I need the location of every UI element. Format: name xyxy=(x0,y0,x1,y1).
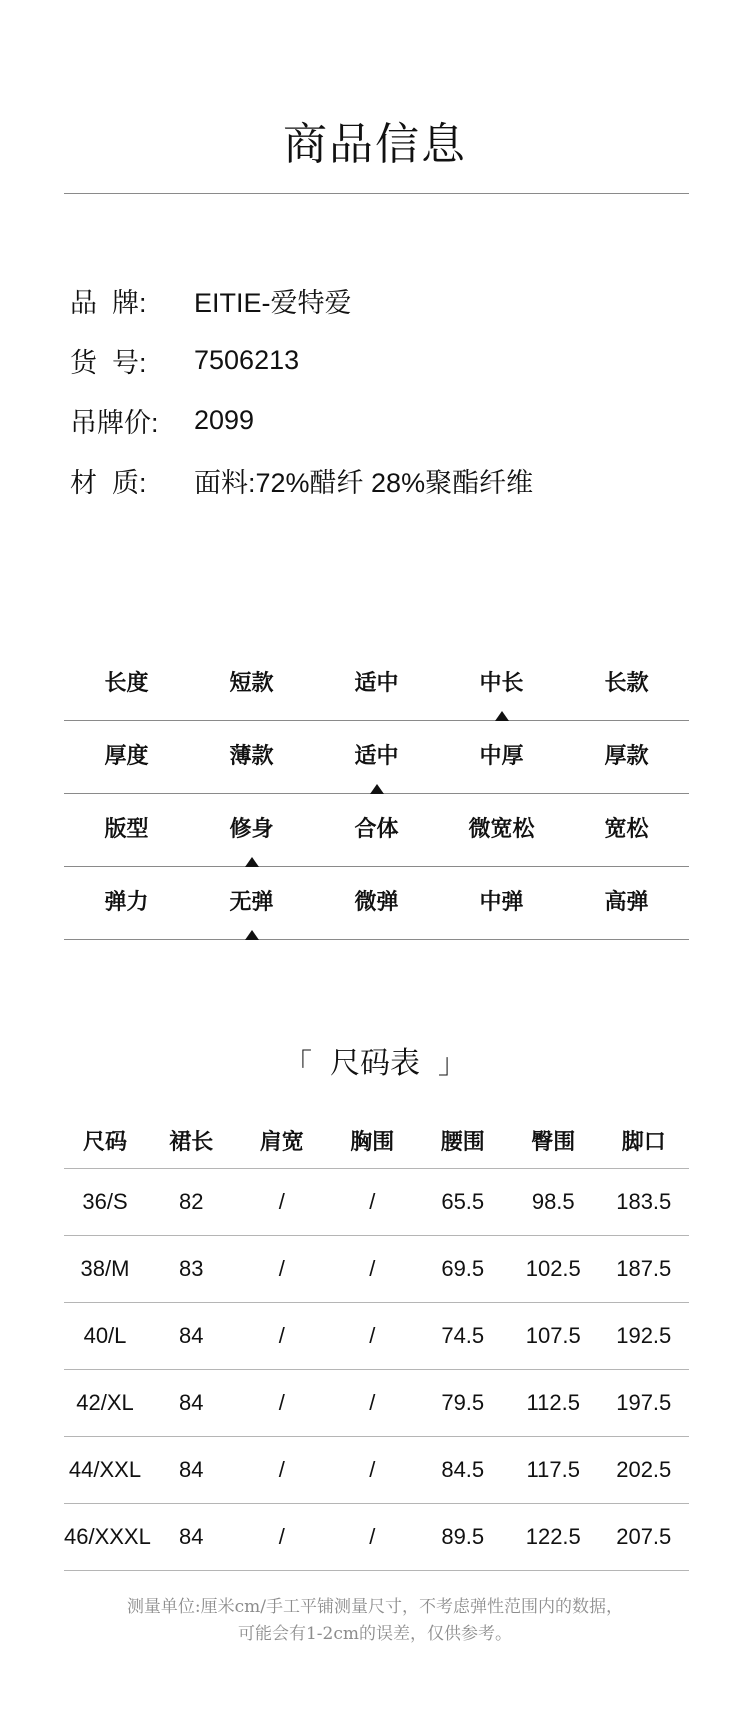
attribute-name: 弹力 xyxy=(104,888,149,914)
column-header: 裙长 xyxy=(146,1114,237,1168)
table-cell: 38/M xyxy=(64,1235,146,1302)
attribute-option: 适中 xyxy=(314,721,439,793)
table-cell: / xyxy=(237,1302,328,1369)
attribute-option: 短款 xyxy=(229,669,274,695)
table-cell: 202.5 xyxy=(599,1436,690,1503)
selected-marker-icon xyxy=(370,784,384,794)
table-cell: / xyxy=(327,1503,418,1570)
table-cell: 79.5 xyxy=(418,1369,509,1436)
table-cell: 74.5 xyxy=(418,1302,509,1369)
table-cell: 192.5 xyxy=(599,1302,690,1369)
attribute-option: 宽松 xyxy=(604,815,649,841)
table-cell: 65.5 xyxy=(418,1168,509,1235)
note-line: 可能会有1-2cm的误差，仅供参考。 xyxy=(237,1624,513,1644)
attribute-scales xyxy=(64,648,689,940)
table-cell: / xyxy=(237,1503,328,1570)
info-label: 材 质: xyxy=(70,467,147,498)
info-value: 7506213 xyxy=(194,344,300,375)
title-divider xyxy=(64,193,689,194)
attribute-option: 中弹 xyxy=(479,888,524,914)
attribute-row-thickness xyxy=(64,721,689,794)
selected-marker-icon xyxy=(495,711,509,721)
size-table-header xyxy=(64,1114,689,1168)
attribute-option: 厚款 xyxy=(604,742,649,768)
table-row xyxy=(64,1235,689,1302)
table-cell: 117.5 xyxy=(508,1436,599,1503)
table-cell: / xyxy=(327,1235,418,1302)
table-cell: 82 xyxy=(146,1168,237,1235)
table-cell: 107.5 xyxy=(508,1302,599,1369)
attribute-option: 长款 xyxy=(604,669,649,695)
table-cell: / xyxy=(237,1168,328,1235)
table-row xyxy=(64,1503,689,1570)
attribute-option: 高弹 xyxy=(604,888,649,914)
table-cell: 84 xyxy=(146,1503,237,1570)
table-cell: 122.5 xyxy=(508,1503,599,1570)
table-cell: / xyxy=(237,1369,328,1436)
table-cell: 89.5 xyxy=(418,1503,509,1570)
attribute-option: 无弹 xyxy=(189,867,314,939)
table-cell: 98.5 xyxy=(508,1168,599,1235)
column-header: 胸围 xyxy=(327,1114,418,1168)
info-row-material xyxy=(70,450,690,510)
table-cell: 84 xyxy=(146,1369,237,1436)
table-cell: / xyxy=(237,1436,328,1503)
info-label: 品 牌: xyxy=(70,287,147,318)
table-cell: / xyxy=(327,1302,418,1369)
table-cell: / xyxy=(237,1235,328,1302)
table-cell: 84 xyxy=(146,1436,237,1503)
table-cell: 42/XL xyxy=(64,1369,146,1436)
attribute-row-elasticity xyxy=(64,867,689,940)
attribute-name: 厚度 xyxy=(104,742,149,768)
table-cell: / xyxy=(327,1369,418,1436)
measurement-note xyxy=(0,1594,750,1648)
open-bracket: 「 xyxy=(283,1048,312,1079)
selected-marker-icon xyxy=(245,857,259,867)
size-chart-title xyxy=(0,1038,750,1082)
info-row-item-number xyxy=(70,330,690,390)
attribute-name: 长度 xyxy=(104,669,149,695)
attribute-option: 中长 xyxy=(439,648,564,720)
table-cell: 36/S xyxy=(64,1168,146,1235)
column-header: 臀围 xyxy=(508,1114,599,1168)
close-bracket: 」 xyxy=(438,1048,467,1079)
attribute-row-length xyxy=(64,648,689,721)
table-cell: 183.5 xyxy=(599,1168,690,1235)
column-header: 腰围 xyxy=(418,1114,509,1168)
selected-marker-icon xyxy=(245,930,259,940)
attribute-option: 中厚 xyxy=(479,742,524,768)
info-label: 吊牌价: xyxy=(70,407,159,438)
attribute-option: 薄款 xyxy=(229,742,274,768)
attribute-option: 修身 xyxy=(189,794,314,866)
table-cell: 112.5 xyxy=(508,1369,599,1436)
table-cell: 207.5 xyxy=(599,1503,690,1570)
attribute-option: 微弹 xyxy=(354,888,399,914)
table-row xyxy=(64,1369,689,1436)
attribute-option: 微宽松 xyxy=(468,815,535,841)
column-header: 尺码 xyxy=(64,1114,146,1168)
table-cell: 83 xyxy=(146,1235,237,1302)
attribute-option: 合体 xyxy=(354,815,399,841)
table-cell: 197.5 xyxy=(599,1369,690,1436)
table-cell: 46/XXXL xyxy=(64,1503,146,1570)
table-cell: / xyxy=(327,1168,418,1235)
page-title: 商品信息 xyxy=(283,120,467,169)
table-cell: 84.5 xyxy=(418,1436,509,1503)
table-cell: 40/L xyxy=(64,1302,146,1369)
product-info xyxy=(70,270,690,510)
table-cell: 84 xyxy=(146,1302,237,1369)
info-row-brand xyxy=(70,270,690,330)
size-table xyxy=(64,1114,689,1571)
attribute-option: 适中 xyxy=(354,669,399,695)
table-row xyxy=(64,1302,689,1369)
table-cell: 44/XXL xyxy=(64,1436,146,1503)
attribute-row-fit xyxy=(64,794,689,867)
info-label: 货 号: xyxy=(70,347,147,378)
size-chart-heading: 尺码表 xyxy=(330,1047,420,1080)
table-cell: / xyxy=(327,1436,418,1503)
info-value: 2099 xyxy=(194,404,255,435)
attribute-name: 版型 xyxy=(104,815,149,841)
info-value: EITIE-爱特爱 xyxy=(194,287,352,318)
table-cell: 69.5 xyxy=(418,1235,509,1302)
info-row-tag-price xyxy=(70,390,690,450)
table-cell: 187.5 xyxy=(599,1235,690,1302)
table-row xyxy=(64,1168,689,1235)
table-row xyxy=(64,1436,689,1503)
note-line: 测量单位:厘米cm/手工平铺测量尺寸，不考虑弹性范围内的数据， xyxy=(126,1597,624,1617)
info-value: 面料:72%醋纤 28%聚酯纤维 xyxy=(194,467,534,498)
table-cell: 102.5 xyxy=(508,1235,599,1302)
column-header: 肩宽 xyxy=(237,1114,328,1168)
column-header: 脚口 xyxy=(599,1114,690,1168)
